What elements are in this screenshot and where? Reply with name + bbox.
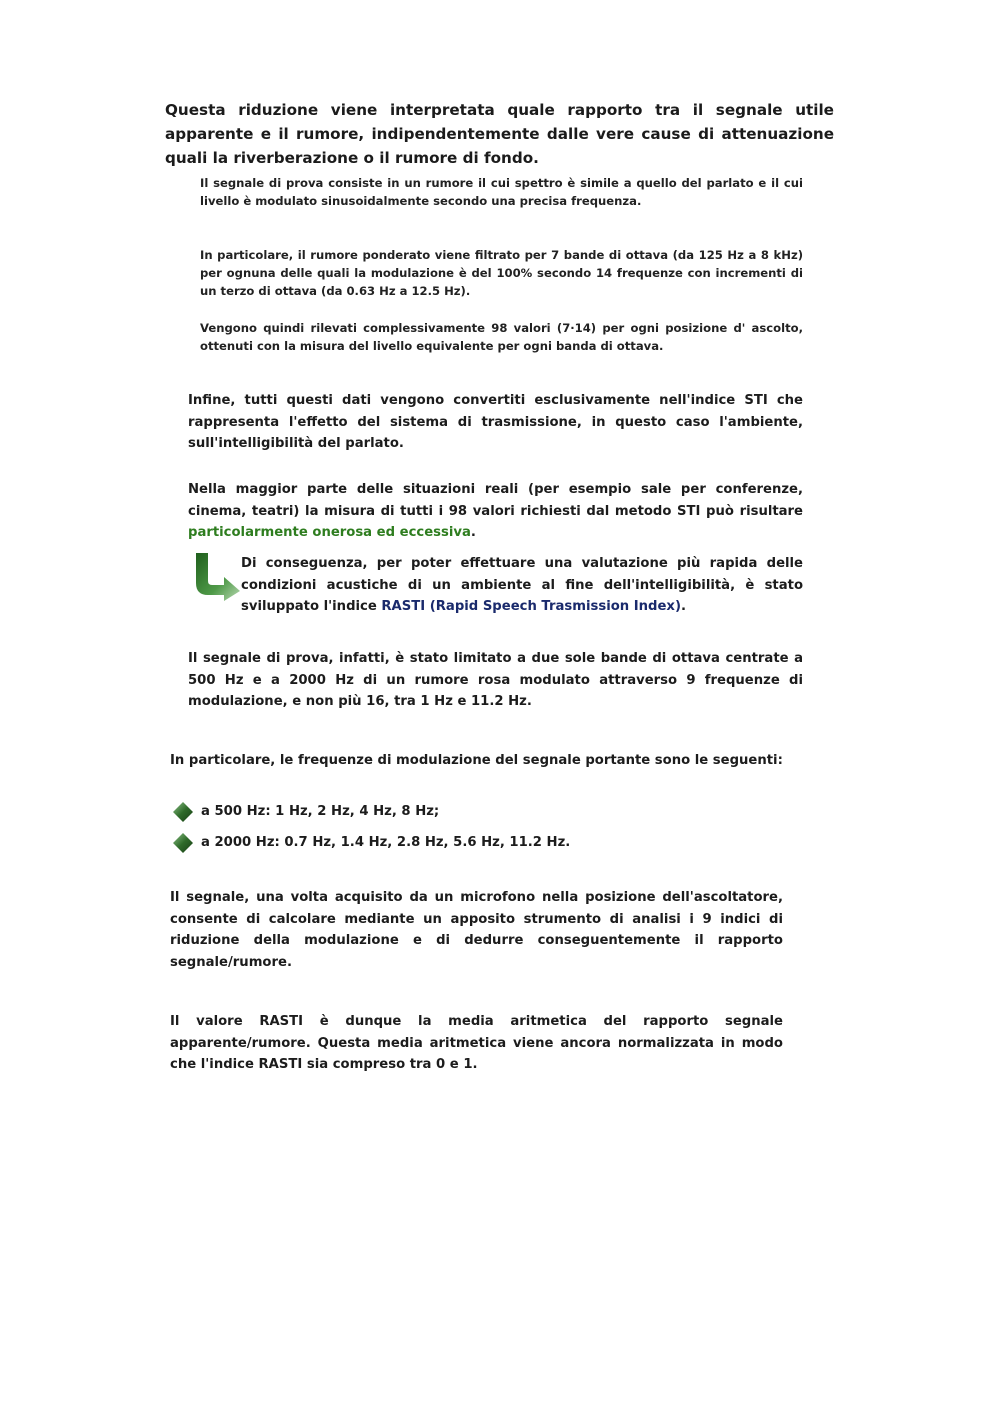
test-signal-limited-paragraph: Il segnale di prova, infatti, è stato limitato a due sole bande di ottava centrate a 500 Hz e a 2000 Hz di un rumore rosa modulato attraverso 9 frequenze di modulazione, e non più 16, tra 1 Hz e 11.2 Hz. bbox=[188, 651, 803, 709]
values-paragraph: Vengono quindi rilevati complessivamente 98 valori (7·14) per ogni posizione d' ascolto, ottenuti con la misura del livello equivalente per ogni banda di ottava. bbox=[200, 321, 803, 353]
curved-arrow-icon bbox=[194, 553, 240, 601]
weighted-noise-paragraph: In particolare, il rumore ponderato viene filtrato per 7 bande di ottava (da 125 Hz a 8 kHz) per ognuna delle quali la modulazione è del 100% secondo 14 frequenze con incrementi di un terzo di ottava (da 0.63 Hz a 12.5 Hz). bbox=[200, 248, 803, 298]
diamond-bullet-icon bbox=[172, 832, 194, 854]
real-situations-end: . bbox=[470, 525, 476, 540]
bullet-500hz: a 500 Hz: 1 Hz, 2 Hz, 4 Hz, 8 Hz; bbox=[201, 804, 440, 819]
rasti-intro-paragraph bbox=[241, 553, 803, 618]
diamond-bullet-icon bbox=[172, 801, 194, 823]
onerous-highlight: particolarmente onerosa ed eccessiva bbox=[188, 525, 471, 540]
real-situations-paragraph bbox=[188, 479, 803, 544]
sti-paragraph: Infine, tutti questi dati vengono convertiti esclusivamente nell'indice STI che rappresenta l'effetto del sistema di trasmissione, in questo caso l'ambiente, sull'intelligibilità del parlato. bbox=[188, 393, 803, 451]
lead-paragraph: Questa riduzione viene interpretata quale rapporto tra il segnale utile apparente e il rumore, indipendentemente dalle vere cause di attenuazione quali la riverberazione o il rumore di fondo. bbox=[165, 101, 834, 167]
bullet-2000hz: a 2000 Hz: 0.7 Hz, 1.4 Hz, 2.8 Hz, 5.6 Hz, 11.2 Hz. bbox=[201, 835, 571, 850]
rasti-intro-end: . bbox=[680, 599, 686, 614]
rasti-highlight: RASTI (Rapid Speech Trasmission Index) bbox=[381, 599, 681, 614]
rasti-intro-text: Di conseguenza, per poter effettuare una valutazione più rapida delle condizioni acustiche di un ambiente al fine dell'intelligibilità, è stato sviluppato l'indice bbox=[241, 556, 803, 614]
acquired-signal-paragraph: Il segnale, una volta acquisito da un microfono nella posizione dell'ascoltatore, consente di calcolare mediante un apposito strumento di analisi i 9 indici di riduzione della modulazione e di dedurre conseguentemente il rapporto segnale/rumore. bbox=[170, 890, 783, 970]
rasti-value-paragraph: Il valore RASTI è dunque la media aritmetica del rapporto segnale apparente/rumore. Questa media aritmetica viene ancora normalizzata in modo che l'indice RASTI sia compreso tra 0 e 1. bbox=[170, 1014, 783, 1072]
real-situations-text: Nella maggior parte delle situazioni reali (per esempio sale per conferenze, cinema, teatri) la misura di tutti i 98 valori richiesti dal metodo STI può risultare bbox=[188, 482, 803, 519]
test-signal-paragraph: Il segnale di prova consiste in un rumore il cui spettro è simile a quello del parlato e il cui livello è modulato sinusoidalmente secondo una precisa frequenza. bbox=[200, 176, 803, 208]
list-item bbox=[172, 801, 439, 823]
modulation-frequencies-intro: In particolare, le frequenze di modulazione del segnale portante sono le seguenti: bbox=[170, 753, 783, 768]
list-item bbox=[172, 832, 570, 854]
